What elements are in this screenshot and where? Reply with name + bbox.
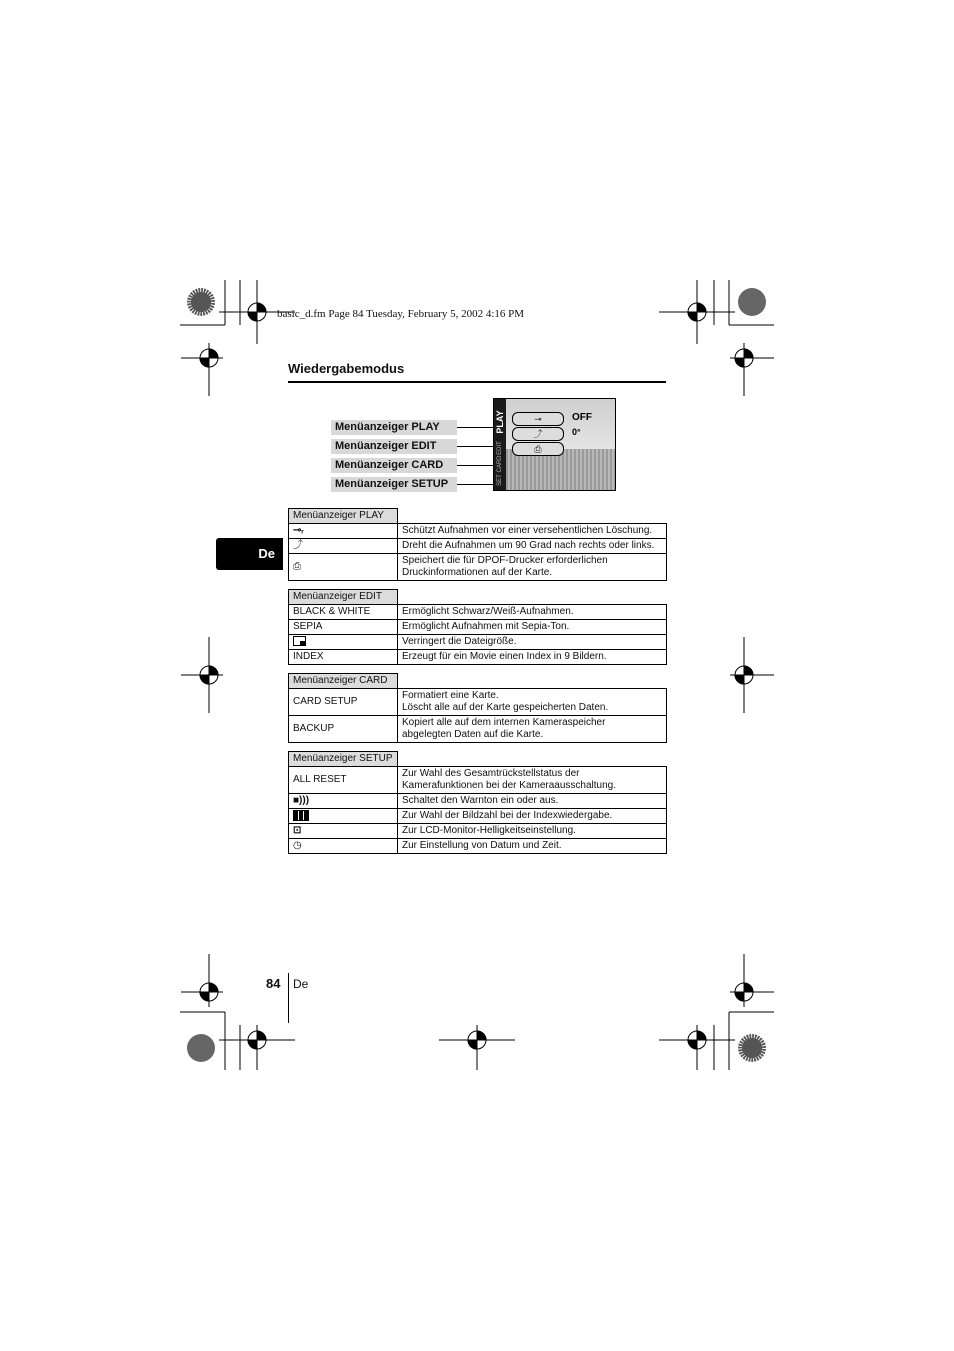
table-cell-desc: Schaltet den Warnton ein oder aus. — [398, 794, 667, 809]
page-number: 84 — [266, 976, 281, 991]
screen-value-off: OFF — [572, 412, 592, 423]
table-cell-item: SEPIA — [289, 620, 398, 635]
screen-item-print: ⎙ — [512, 442, 564, 456]
table-row — [289, 605, 667, 620]
table-row — [289, 539, 667, 554]
rotate-icon: ⤴ — [293, 540, 303, 551]
table-row — [289, 524, 667, 539]
footer-divider — [288, 973, 289, 1023]
table-cell-desc: Schützt Aufnahmen vor einer versehentlichen Löschung. — [398, 524, 667, 539]
beep-icon: ■))) — [293, 795, 310, 806]
table-edit-title: Menüanzeiger EDIT — [289, 590, 398, 605]
print-header-info: basic_d.fm Page 84 Tuesday, February 5, 2002 4:16 PM — [277, 308, 525, 320]
leader-line-setup — [457, 484, 494, 485]
table-cell-desc: Zur Wahl der Bildzahl bei der Indexwiedergabe. — [398, 809, 667, 824]
screen-tab-edit: EDIT — [497, 441, 503, 455]
table-cell-desc: Zur Einstellung von Datum und Zeit. — [398, 839, 667, 854]
diagram-label-card: Menüanzeiger CARD — [331, 458, 457, 473]
table-row — [289, 635, 667, 650]
table-card — [288, 673, 667, 743]
table-cell-item: INDEX — [289, 650, 398, 665]
table-row — [289, 620, 667, 635]
table-cell-desc: Speichert die für DPOF-Drucker erforderlichen Druckinformationen auf der Karte. — [398, 554, 667, 581]
table-row — [289, 839, 667, 854]
table-row — [289, 824, 667, 839]
table-row — [289, 794, 667, 809]
table-row — [289, 716, 667, 743]
table-cell-item: BLACK & WHITE — [289, 605, 398, 620]
table-play-title: Menüanzeiger PLAY — [289, 509, 398, 524]
screen-item-rotate: ⤴ — [512, 427, 564, 441]
table-row — [289, 689, 667, 716]
table-cell-desc: Zur Wahl des Gesamtrückstellstatus der Kamerafunktionen bei der Kameraausschaltung. — [398, 767, 667, 794]
table-setup — [288, 751, 667, 854]
screen-tab-play: PLAY — [495, 410, 505, 434]
screen-tab-card: CARD — [497, 455, 503, 473]
table-cell-desc: Ermöglicht Aufnahmen mit Sepia-Ton. — [398, 620, 667, 635]
screen-item-protect: ⊸ — [512, 412, 564, 426]
table-cell-item: CARD SETUP — [289, 689, 398, 716]
leader-line-card — [457, 465, 494, 466]
table-cell-item: BACKUP — [289, 716, 398, 743]
protect-key-icon: ⊸ᵣ — [293, 525, 304, 536]
clock-icon: ◷ — [293, 840, 302, 852]
table-edit — [288, 589, 667, 665]
table-cell-desc: Formatiert eine Karte. Löscht alle auf der Karte gespeicherten Daten. — [398, 689, 667, 716]
table-cell-desc: Dreht die Aufnahmen um 90 Grad nach rechts oder links. — [398, 539, 667, 554]
table-cell-desc: Kopiert alle auf dem internen Kameraspeicher abgelegten Daten auf die Karte. — [398, 716, 667, 743]
table-play — [288, 508, 667, 581]
table-cell-desc: Verringert die Dateigröße. — [398, 635, 667, 650]
table-cell-item: ALL RESET — [289, 767, 398, 794]
table-cell-desc: Zur LCD-Monitor-Helligkeitseinstellung. — [398, 824, 667, 839]
table-row — [289, 767, 667, 794]
table-row — [289, 809, 667, 824]
section-title: Wiedergabemodus — [288, 361, 405, 376]
print-order-icon: ⎙ — [293, 561, 301, 572]
title-rule — [288, 381, 666, 383]
screen-value-angle: 0° — [572, 427, 581, 437]
diagram-label-edit: Menüanzeiger EDIT — [331, 439, 457, 454]
table-setup-title: Menüanzeiger SETUP — [289, 752, 398, 767]
camera-menu-screen — [493, 398, 616, 491]
diagram-label-play: Menüanzeiger PLAY — [331, 420, 457, 435]
page-language: De — [293, 977, 309, 991]
resize-icon — [293, 636, 306, 646]
table-card-title: Menüanzeiger CARD — [289, 674, 398, 689]
leader-line-edit — [457, 446, 494, 447]
table-cell-desc: Ermöglicht Schwarz/Weiß-Aufnahmen. — [398, 605, 667, 620]
table-cell-desc: Erzeugt für ein Movie einen Index in 9 Bildern. — [398, 650, 667, 665]
language-tab: De — [216, 538, 283, 570]
leader-line-play — [457, 427, 494, 428]
index-grid-icon — [293, 810, 309, 821]
table-row — [289, 650, 667, 665]
monitor-brightness-icon: ⊡ — [293, 825, 302, 837]
diagram-label-setup: Menüanzeiger SETUP — [331, 477, 457, 492]
table-row — [289, 554, 667, 581]
screen-tab-set: SET — [497, 474, 503, 486]
